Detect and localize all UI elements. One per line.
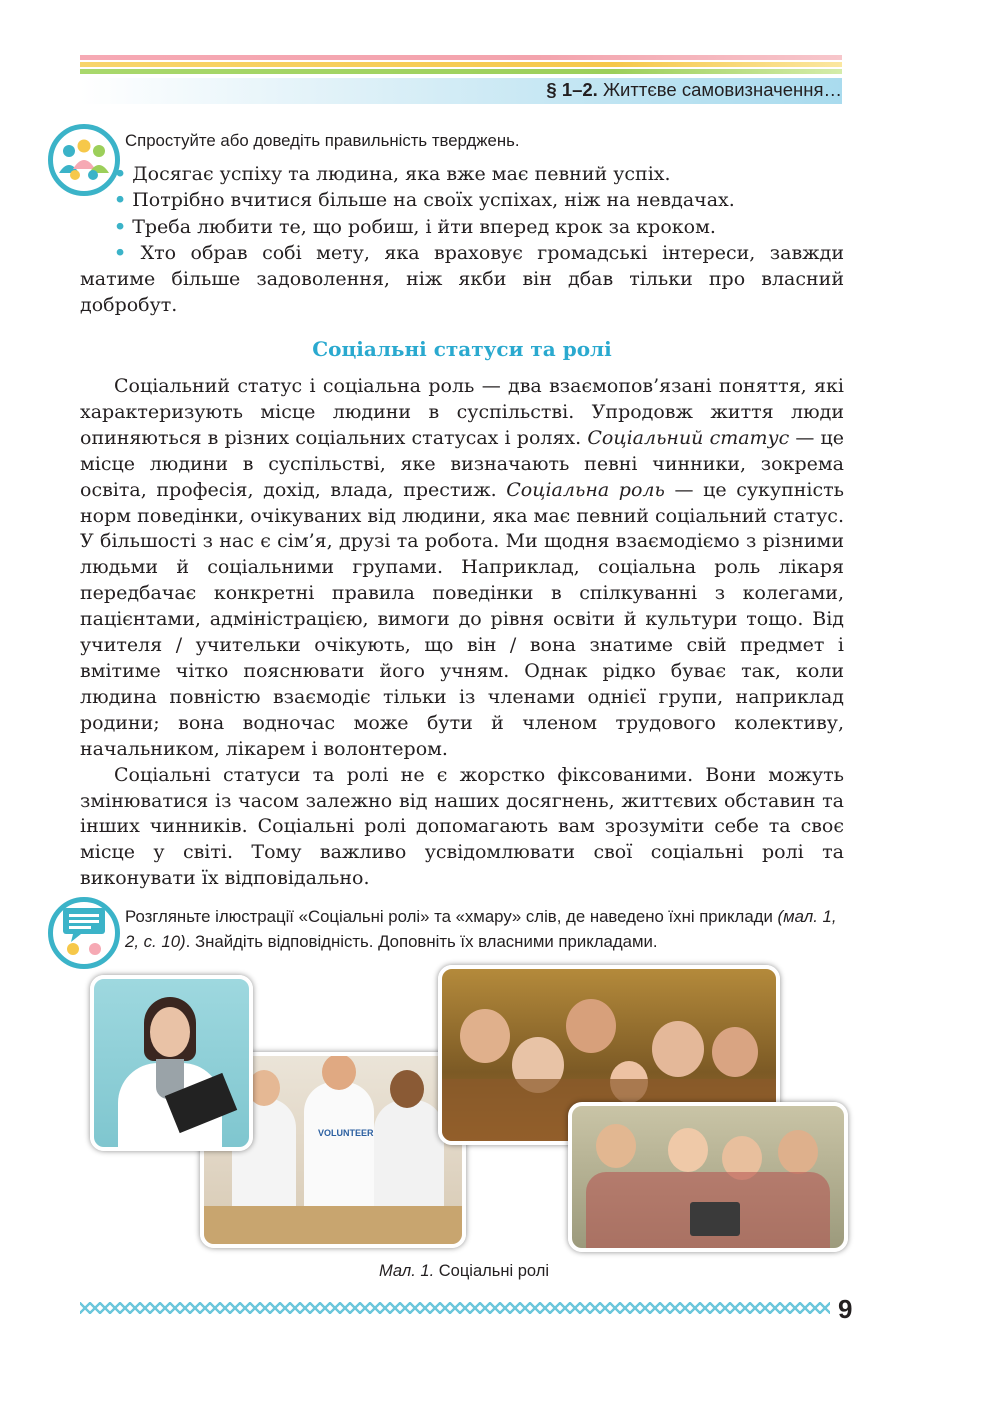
- header-stripe-green: [80, 69, 842, 74]
- paragraph: Соціальні статуси та ролі не є жорстко фіксованими. Вони можуть змінюватися із часом залежно від наших досягнень, життєвих обставин та інших чинників. Соціальні ролі допомагають вам зрозуміти себе та своє місце у світі. Тому важливо усвідомлювати свої соціальні ролі та виконувати їх відповідально.: [80, 763, 844, 890]
- task2-instruction: Розгляньте ілюстрації «Соціальні ролі» та «хмару» слів, де наведено їхні приклади (мал. 1, 2, с. 10). Знайдіть відповідність. Доповніть їх власними прикладами.: [125, 907, 837, 951]
- figure-label: Мал. 1.: [379, 1262, 435, 1280]
- speech-bubble-icon: [48, 897, 120, 969]
- section-title-running: Життєве самовизначення…: [602, 79, 842, 100]
- bullet-dot-icon: •: [114, 215, 127, 238]
- section-number: § 1–2.: [546, 79, 598, 100]
- volunteer-shirt-label: VOLUNTEER: [318, 1128, 374, 1138]
- figure-reference: (мал. 1, 2, с. 10): [125, 907, 837, 951]
- page-number: 9: [838, 1294, 853, 1324]
- section-heading: Соціальні статуси та ролі: [312, 337, 612, 361]
- task1-instruction: Спростуйте або доведіть правильність тверджень.: [125, 131, 520, 150]
- list-item: • Хто обрав собі мету, яка враховує громадські інтереси, завжди матиме більше задоволення, ніж якби він дбав тільки про власний добробут.: [80, 241, 844, 317]
- term-social-role: Соціальна роль: [506, 478, 665, 501]
- list-item: • Досягає успіху та людина, яка вже має певний успіх.: [114, 163, 671, 185]
- section-body: [80, 374, 844, 892]
- running-head: [546, 79, 842, 101]
- bullet-dot-icon: •: [114, 241, 127, 264]
- header-stripe-yellow: [80, 62, 842, 67]
- paragraph: Соціальний статус і соціальна роль — два взаємопов’язані поняття, які характеризують місце людини в суспільстві. Упродовж життя люди опиняються в різних соціальних статусах і ролях. Соціальний статус — це місце людини в суспільстві, яке визначають певні чинники, зокрема освіта, професія, дохід, влада, престиж. Соціальна роль — це сукупність норм поведінки, очікуваних від людини, яка має певний соціальний статус. У більшості з нас є сім’я, друзі та робота. Ми щодня взаємодіємо з різними людьми й соціальними групами. Наприклад, соціальна роль лікаря передбачає конкретні правила поведінки в спілкуванні з колегами, пацієнтами, адміністрацією, вимоги до рівня освіти й культури тощо. Від учителя / учительки очікують, що він / вона знатиме свій предмет і вмітиме чітко пояснювати його учням. Однак рідко буває так, коли людина повністю взаємодіє тільки із членами однієї групи, наприклад родини; вона водночас може бути й членом трудового колективу, начальником, лікарем і волонтером.: [80, 375, 844, 760]
- bullet-dot-icon: •: [114, 189, 127, 212]
- header-stripe-pink: [80, 55, 842, 60]
- statement-list: [80, 161, 844, 319]
- figure-caption: Мал. 1. Соціальні ролі: [379, 1262, 549, 1280]
- list-item: • Потрібно вчитися більше на своїх успіхах, ніж на невдачах.: [114, 189, 735, 212]
- footer-ornament: [80, 1302, 830, 1314]
- bullet-dot-icon: •: [114, 163, 127, 185]
- children-tablet-photo: [568, 1102, 848, 1252]
- term-social-status: Соціальний статус: [587, 426, 790, 449]
- list-item: • Треба любити те, що робиш, і йти вперед крок за кроком.: [114, 215, 716, 238]
- doctor-photo: [90, 975, 253, 1151]
